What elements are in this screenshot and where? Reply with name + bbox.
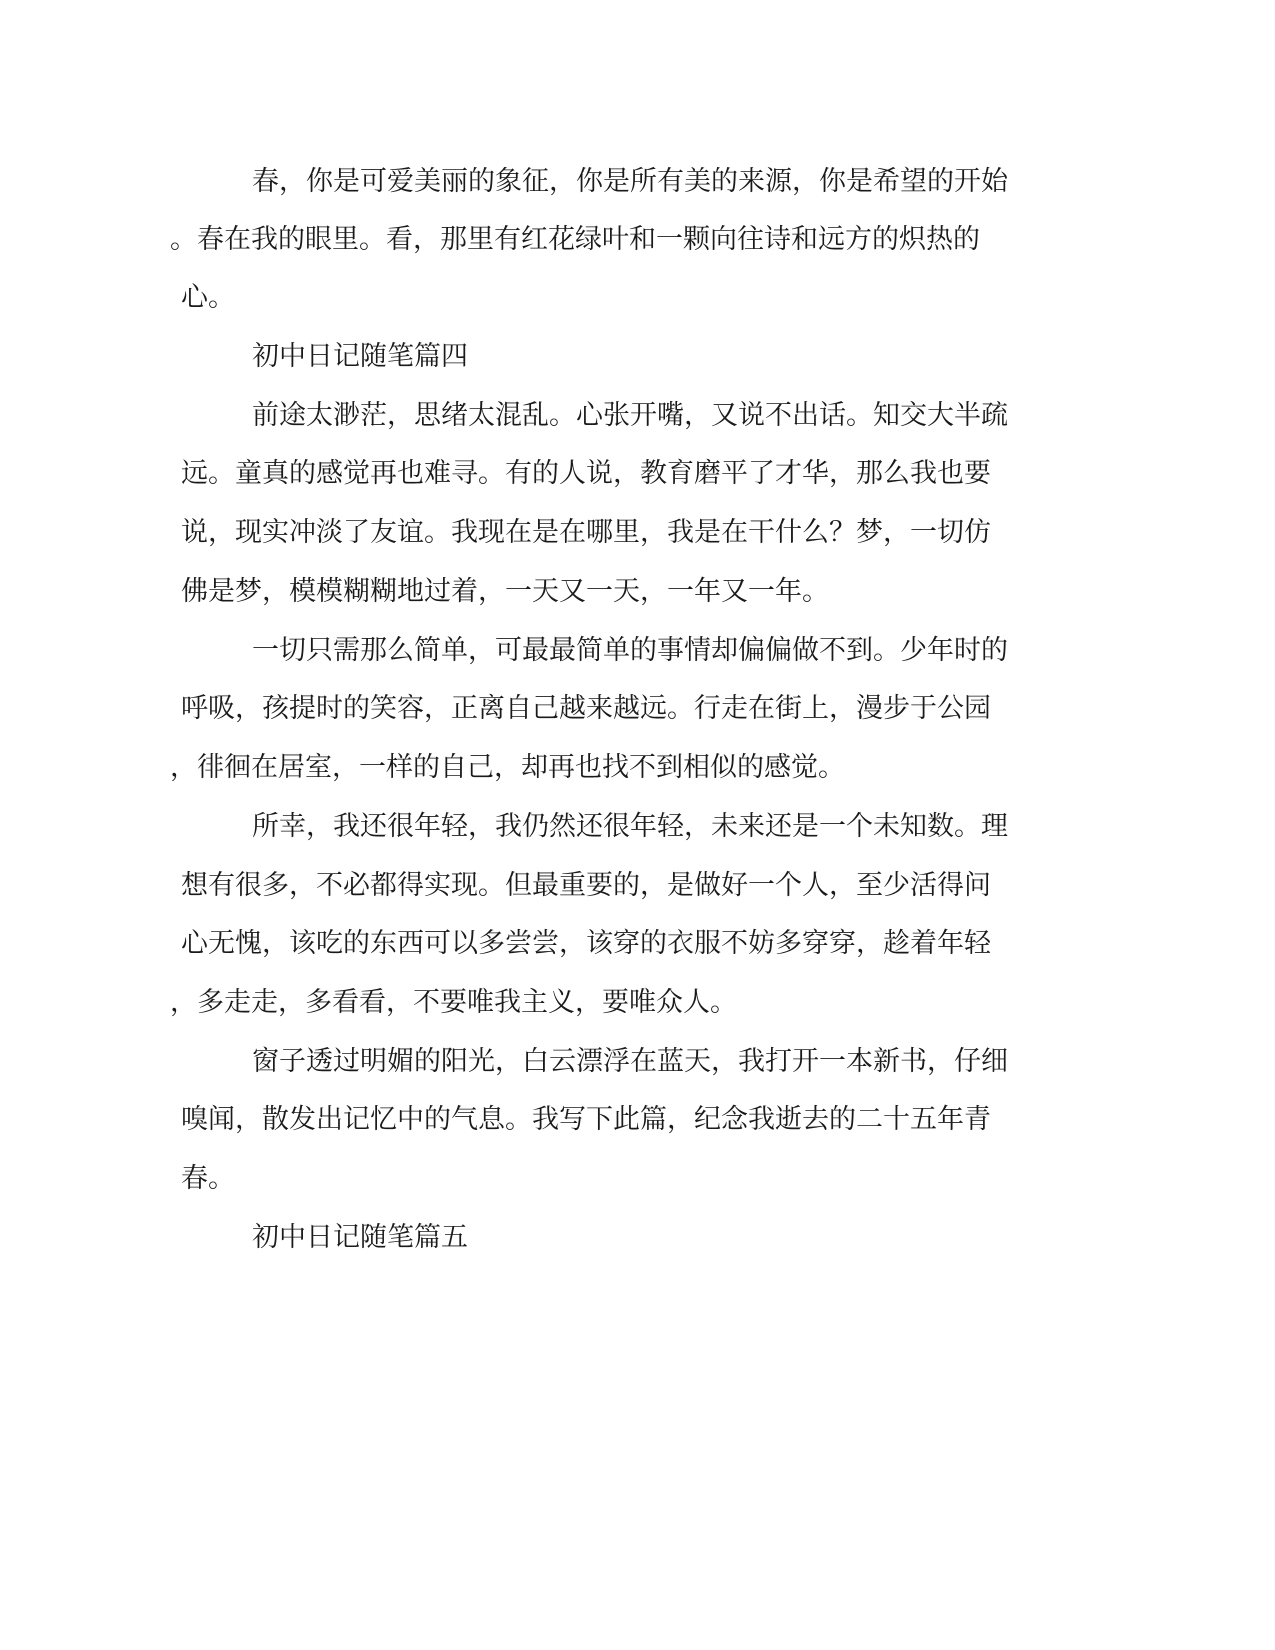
section-heading: [0, 1218, 1275, 1258]
line-text: 佛是梦，模模糊糊地过着，一天又一天，一年又一年。: [181, 576, 829, 607]
text-line: [0, 689, 1275, 729]
text-line: [0, 396, 1275, 436]
text-line: [0, 1042, 1275, 1082]
text-line: [0, 454, 1275, 494]
line-text: 春，你是可爱美丽的象征，你是所有美的来源，你是希望的开始: [252, 166, 1008, 197]
text-line: [0, 162, 1275, 202]
text-line: [0, 278, 1275, 318]
text-line: [0, 513, 1275, 553]
line-text: 嗅闻，散发出记忆中的气息。我写下此篇，纪念我逝去的二十五年青: [181, 1104, 991, 1135]
text-line: [0, 1159, 1275, 1199]
line-text: 心无愧，该吃的东西可以多尝尝，该穿的衣服不妨多穿穿，趁着年轻: [181, 928, 991, 959]
text-line: [0, 220, 1275, 260]
text-line: [0, 1100, 1275, 1140]
text-line: [0, 983, 1275, 1023]
line-text: 说，现实冲淡了友谊。我现在是在哪里，我是在干什么？梦，一切仿: [181, 517, 991, 548]
line-text: 心。: [181, 282, 235, 313]
line-text: 窗子透过明媚的阳光，白云漂浮在蓝天，我打开一本新书，仔细: [252, 1046, 1008, 1077]
text-line: [0, 631, 1275, 671]
line-text: 春。: [181, 1163, 235, 1194]
line-text: 前途太渺茫，思绪太混乱。心张开嘴，又说不出话。知交大半疏: [252, 400, 1008, 431]
heading-text: 初中日记随笔篇五: [252, 1222, 468, 1253]
line-text: 一切只需那么简单，可最最简单的事情却偏偏做不到。少年时的: [252, 635, 1008, 666]
line-text: 远。童真的感觉再也难寻。有的人说，教育磨平了才华，那么我也要: [181, 458, 991, 489]
text-line: [0, 572, 1275, 612]
heading-text: 初中日记随笔篇四: [252, 341, 468, 372]
line-text: ，多走走，多看看，不要唯我主义，要唯众人。: [170, 987, 737, 1018]
line-text: 呼吸，孩提时的笑容，正离自己越来越远。行走在街上，漫步于公园: [181, 693, 991, 724]
section-heading: [0, 337, 1275, 377]
line-text: 。春在我的眼里。看，那里有红花绿叶和一颗向往诗和远方的炽热的: [170, 224, 980, 255]
line-text: 想有很多，不必都得实现。但最重要的，是做好一个人，至少活得问: [181, 870, 991, 901]
line-text: ，徘徊在居室，一样的自己，却再也找不到相似的感觉。: [170, 752, 845, 783]
text-line: [0, 924, 1275, 964]
text-line: [0, 807, 1275, 847]
text-line: [0, 748, 1275, 788]
line-text: 所幸，我还很年轻，我仍然还很年轻，未来还是一个未知数。理: [252, 811, 1008, 842]
text-line: [0, 866, 1275, 906]
